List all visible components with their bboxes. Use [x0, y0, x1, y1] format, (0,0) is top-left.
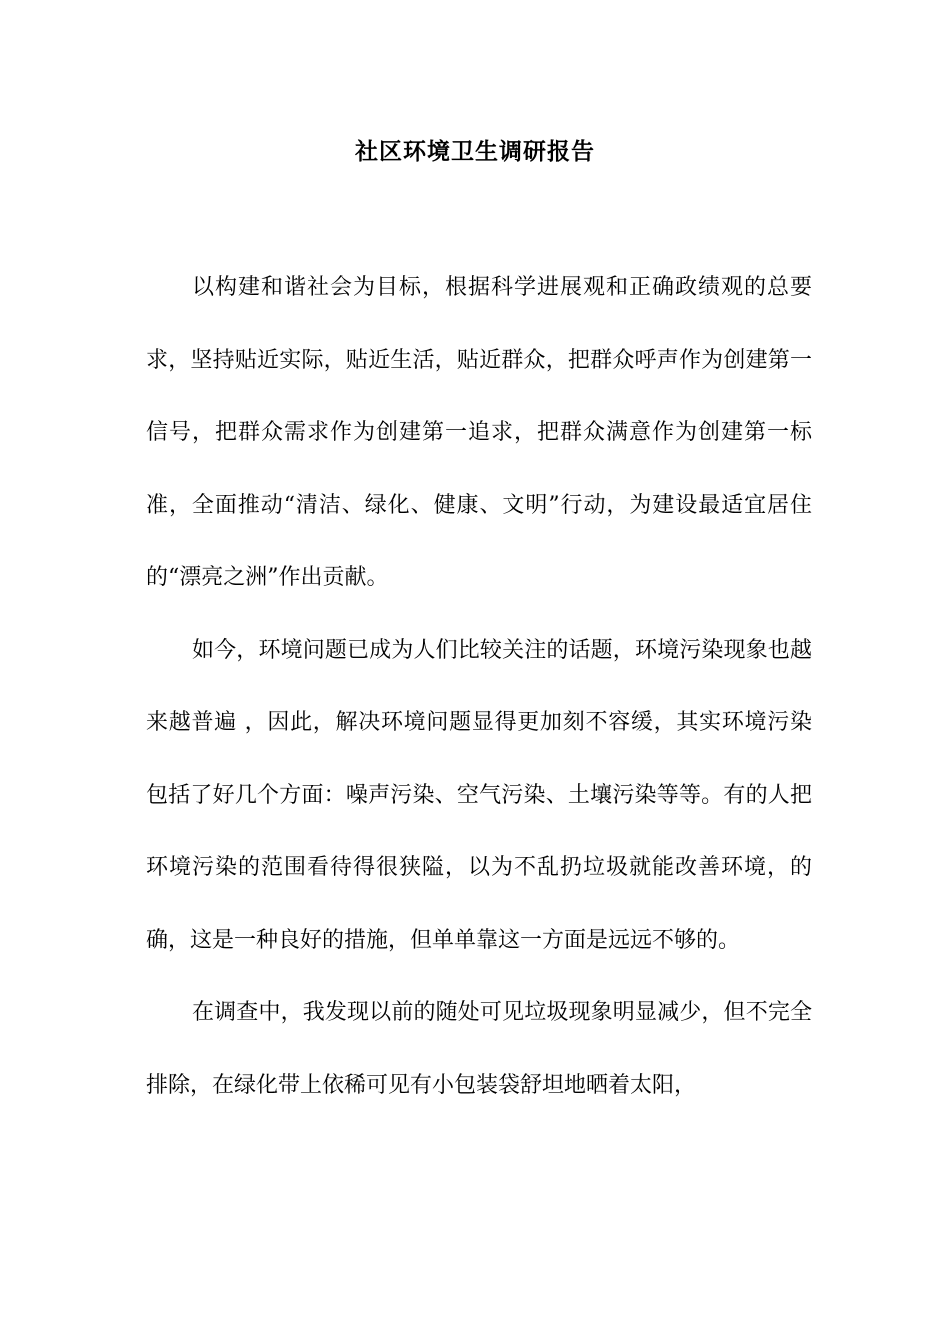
- paragraph-1: 以构建和谐社会为目标，根据科学进展观和正确政绩观的总要求，坚持贴近实际，贴近生活，贴近群众，把群众呼声作为创建第一信号，把群众需求作为创建第一追求，把群众满意作为创建第一标准，全面推动“清洁、绿化、健康、文明”行动，为建设最适宜居住的“漂亮之洲”作出贡献。: [146, 275, 812, 590]
- document-title: 社区环境卫生调研报告: [355, 138, 595, 165]
- paragraph-2: 如今，环境问题已成为人们比较关注的话题，环境污染现象也越来越普遍 ，因此，解决环境问题显得更加刻不容缓，其实环境污染包括了好几个方面：噪声污染、空气污染、土壤污染等等。有的人把环境污染的范围看待得很狭隘，以为不乱扔垃圾就能改善环境，的确，这是一种良好的措施，但单单靠这一方面是远远不够的。: [146, 637, 812, 953]
- document-body: [146, 252, 812, 1122]
- paragraph-3: 在调查中，我发现以前的随处可见垃圾现象明显减少，但不完全排除，在绿化带上依稀可见有小包装袋舒坦地晒着太阳，: [146, 1000, 812, 1098]
